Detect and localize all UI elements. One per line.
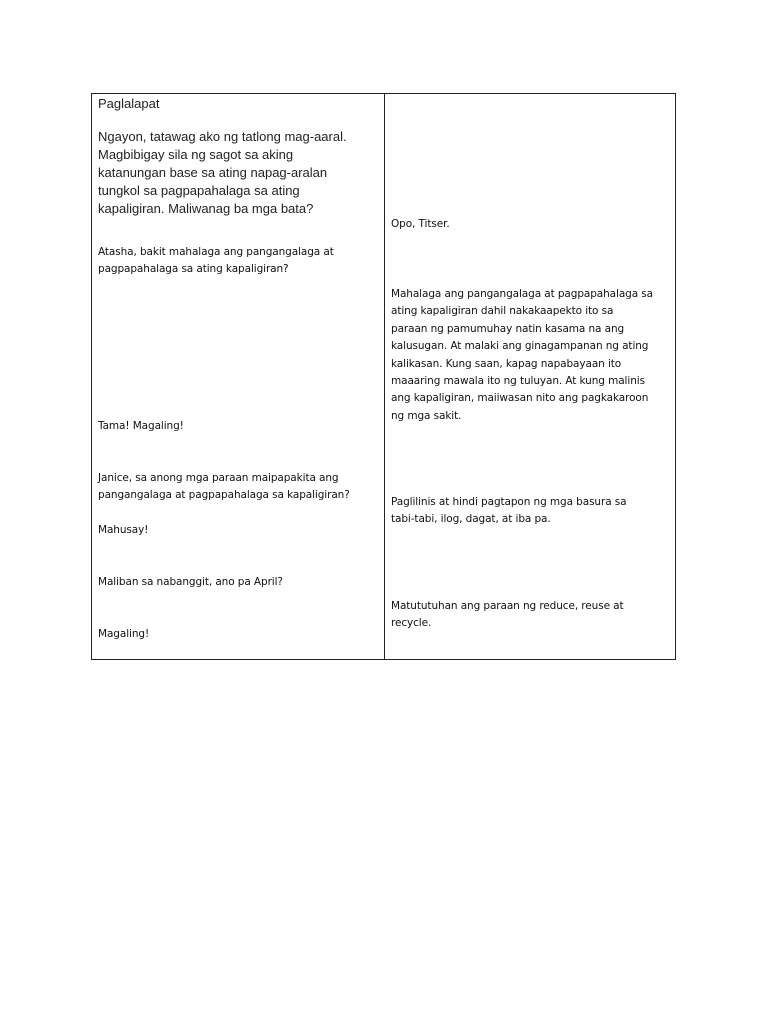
- teacher-praise-3: Magaling!: [98, 628, 150, 640]
- section-heading: Paglalapat: [98, 96, 160, 111]
- teacher-question-2: Janice, sa anong mga paraan maipapakita ang pangangalaga at pagpapahalaga sa kapaligiran?: [98, 472, 350, 502]
- column-divider: [384, 94, 385, 659]
- lesson-table: [91, 93, 676, 660]
- student-answer-2: Paglilinis at hindi pagtapon ng mga basura sa tabi-tabi, ilog, dagat, at iba pa.: [391, 496, 627, 526]
- teacher-question-1: Atasha, bakit mahalaga ang pangangalaga at pagpapahalaga sa ating kapaligiran?: [98, 246, 334, 276]
- student-answer-3: Matututuhan ang paraan ng reduce, reuse at recycle.: [391, 600, 624, 630]
- student-response-1: Opo, Titser.: [391, 218, 450, 230]
- teacher-question-3: Maliban sa nabanggit, ano pa April?: [98, 576, 283, 588]
- teacher-intro: Ngayon, tatawag ako ng tatlong mag-aaral. Magbibigay sila ng sagot sa aking katanungan base sa ating napag-aralan tungkol sa pagpapahalaga sa ating kapaligiran. Maliwanag ba mga bata?: [98, 129, 347, 216]
- student-answer-1: Mahalaga ang pangangalaga at pagpapahalaga sa ating kapaligiran dahil nakakaapekto ito sa paraan ng pamumuhay natin kasama na ang kalusugan. At malaki ang ginagampanan ng ating kalikasan. Kung saan, kapag napabayaan ito maaaring mawala ito ng tuluyan. At kung malinis ang kapaligiran, maiiwasan nito ang pagkakaroon ng mga sakit.: [391, 288, 653, 422]
- teacher-praise-2: Mahusay!: [98, 524, 149, 536]
- teacher-praise-1: Tama! Magaling!: [98, 420, 184, 432]
